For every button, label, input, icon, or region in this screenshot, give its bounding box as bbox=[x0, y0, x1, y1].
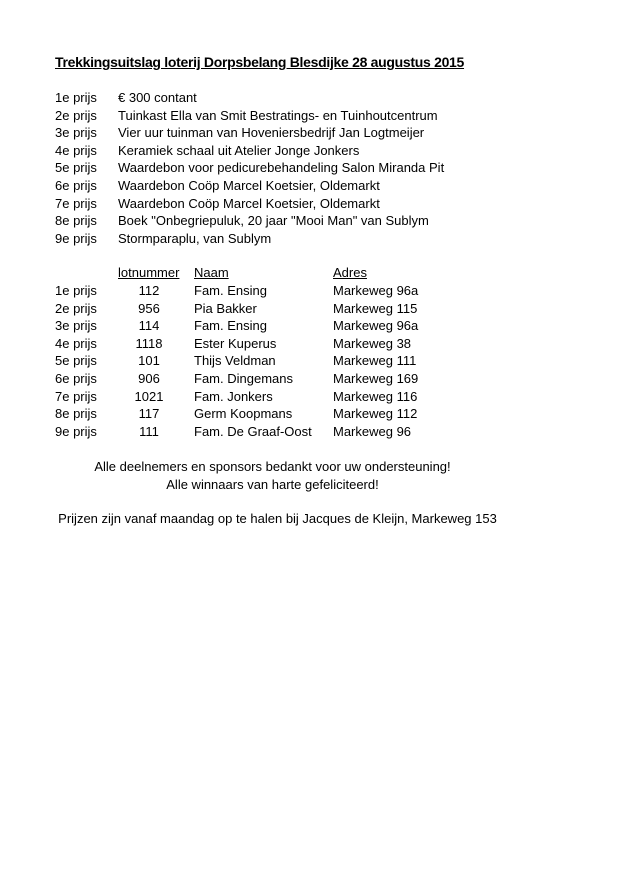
cell-adres: Markeweg 169 bbox=[333, 370, 419, 386]
cell-adres: Markeweg 96a bbox=[333, 318, 419, 334]
prize-description: Keramiek schaal uit Atelier Jonge Jonkers bbox=[118, 142, 360, 158]
closing-message bbox=[55, 458, 490, 493]
table-row bbox=[55, 300, 493, 318]
prize-rank: 6e prijs bbox=[55, 177, 97, 193]
prize-rank: 2e prijs bbox=[55, 107, 97, 123]
prize-row bbox=[55, 230, 580, 248]
prize-description: Stormparaplu, van Sublym bbox=[118, 230, 272, 246]
cell-adres: Markeweg 112 bbox=[333, 406, 418, 422]
cell-lotnummer: 117 bbox=[138, 406, 160, 422]
prize-description: Vier uur tuinman van Hoveniersbedrijf Jan Logtmeijer bbox=[118, 125, 425, 141]
table-row bbox=[55, 423, 493, 441]
cell-adres: Markeweg 116 bbox=[333, 388, 418, 404]
pickup-note: Prijzen zijn vanaf maandag op te halen bij Jacques de Kleijn, Markeweg 153 bbox=[58, 511, 497, 527]
cell-naam: Thijs Veldman bbox=[194, 353, 276, 369]
prize-rank: 5e prijs bbox=[55, 160, 97, 176]
prize-description: Waardebon voor pedicurebehandeling Salon Miranda Pit bbox=[118, 160, 445, 176]
cell-adres: Markeweg 96 bbox=[333, 423, 412, 439]
prize-row bbox=[55, 212, 580, 230]
winners-table-header-row bbox=[55, 264, 493, 282]
cell-prize-rank: 9e prijs bbox=[55, 423, 97, 439]
cell-adres: Markeweg 96a bbox=[333, 282, 419, 298]
prize-description: Tuinkast Ella van Smit Bestratings- en Tuinhoutcentrum bbox=[118, 107, 438, 123]
prize-rank: 7e prijs bbox=[55, 195, 97, 211]
header-adres bbox=[333, 264, 493, 282]
cell-lotnummer: 1021 bbox=[134, 388, 164, 404]
cell-naam: Fam. Ensing bbox=[194, 318, 267, 334]
cell-lotnummer: 956 bbox=[138, 300, 160, 316]
header-lotnummer bbox=[118, 264, 194, 282]
table-row bbox=[55, 282, 493, 300]
prize-description: Boek "Onbegriepuluk, 20 jaar "Mooi Man" van Sublym bbox=[118, 213, 429, 229]
cell-prize-rank: 7e prijs bbox=[55, 388, 97, 404]
prize-rank: 8e prijs bbox=[55, 213, 97, 229]
header-naam bbox=[194, 264, 333, 282]
table-row bbox=[55, 405, 493, 423]
cell-adres: Markeweg 111 bbox=[333, 353, 417, 369]
cell-prize-rank: 3e prijs bbox=[55, 318, 97, 334]
cell-lotnummer: 114 bbox=[138, 318, 160, 334]
prize-description: Waardebon Coöp Marcel Koetsier, Oldemarkt bbox=[118, 195, 380, 211]
header-lotnummer-label: lotnummer bbox=[118, 265, 180, 281]
cell-prize-rank: 2e prijs bbox=[55, 300, 97, 316]
prize-list bbox=[55, 89, 580, 247]
cell-naam: Fam. Ensing bbox=[194, 282, 267, 298]
cell-adres: Markeweg 38 bbox=[333, 335, 412, 351]
congrats-line: Alle winnaars van harte gefeliciteerd! bbox=[166, 476, 379, 492]
document-title: Trekkingsuitslag loterij Dorpsbelang Blesdijke 28 augustus 2015 bbox=[55, 54, 465, 70]
prize-rank: 1e prijs bbox=[55, 90, 97, 105]
table-row bbox=[55, 388, 493, 406]
prize-row bbox=[55, 107, 580, 125]
prize-row bbox=[55, 124, 580, 142]
cell-naam: Fam. Jonkers bbox=[194, 388, 273, 404]
table-row bbox=[55, 370, 493, 388]
cell-prize-rank: 4e prijs bbox=[55, 335, 97, 351]
cell-prize-rank: 8e prijs bbox=[55, 406, 97, 422]
header-spacer bbox=[55, 264, 118, 282]
header-adres-label: Adres bbox=[333, 265, 367, 281]
table-row bbox=[55, 317, 493, 335]
table-row bbox=[55, 352, 493, 370]
prize-rank: 9e prijs bbox=[55, 230, 97, 246]
prize-rank: 3e prijs bbox=[55, 125, 97, 141]
cell-lotnummer: 101 bbox=[138, 353, 160, 369]
prize-row bbox=[55, 142, 580, 160]
cell-lotnummer: 112 bbox=[138, 282, 160, 298]
cell-naam: Germ Koopmans bbox=[194, 406, 293, 422]
prize-row bbox=[55, 195, 580, 213]
cell-prize-rank: 5e prijs bbox=[55, 353, 97, 369]
prize-row bbox=[55, 159, 580, 177]
prize-description: Waardebon Coöp Marcel Koetsier, Oldemarkt bbox=[118, 177, 380, 193]
cell-adres: Markeweg 115 bbox=[333, 300, 418, 316]
cell-naam: Fam. Dingemans bbox=[194, 370, 293, 386]
header-naam-label: Naam bbox=[194, 265, 229, 281]
cell-lotnummer: 906 bbox=[138, 370, 160, 386]
cell-naam: Pia Bakker bbox=[194, 300, 257, 316]
thanks-line: Alle deelnemers en sponsors bedankt voor uw ondersteuning! bbox=[94, 459, 451, 475]
cell-lotnummer: 1118 bbox=[135, 335, 163, 351]
prize-row bbox=[55, 177, 580, 195]
prize-rank: 4e prijs bbox=[55, 142, 97, 158]
table-row bbox=[55, 335, 493, 353]
prize-row bbox=[55, 89, 580, 107]
cell-naam: Ester Kuperus bbox=[194, 335, 277, 351]
cell-prize-rank: 6e prijs bbox=[55, 370, 97, 386]
cell-naam: Fam. De Graaf-Oost bbox=[194, 423, 312, 439]
winners-table bbox=[55, 264, 493, 440]
cell-lotnummer: 111 bbox=[139, 423, 159, 439]
cell-prize-rank: 1e prijs bbox=[55, 282, 97, 298]
prize-description: € 300 contant bbox=[118, 90, 197, 105]
